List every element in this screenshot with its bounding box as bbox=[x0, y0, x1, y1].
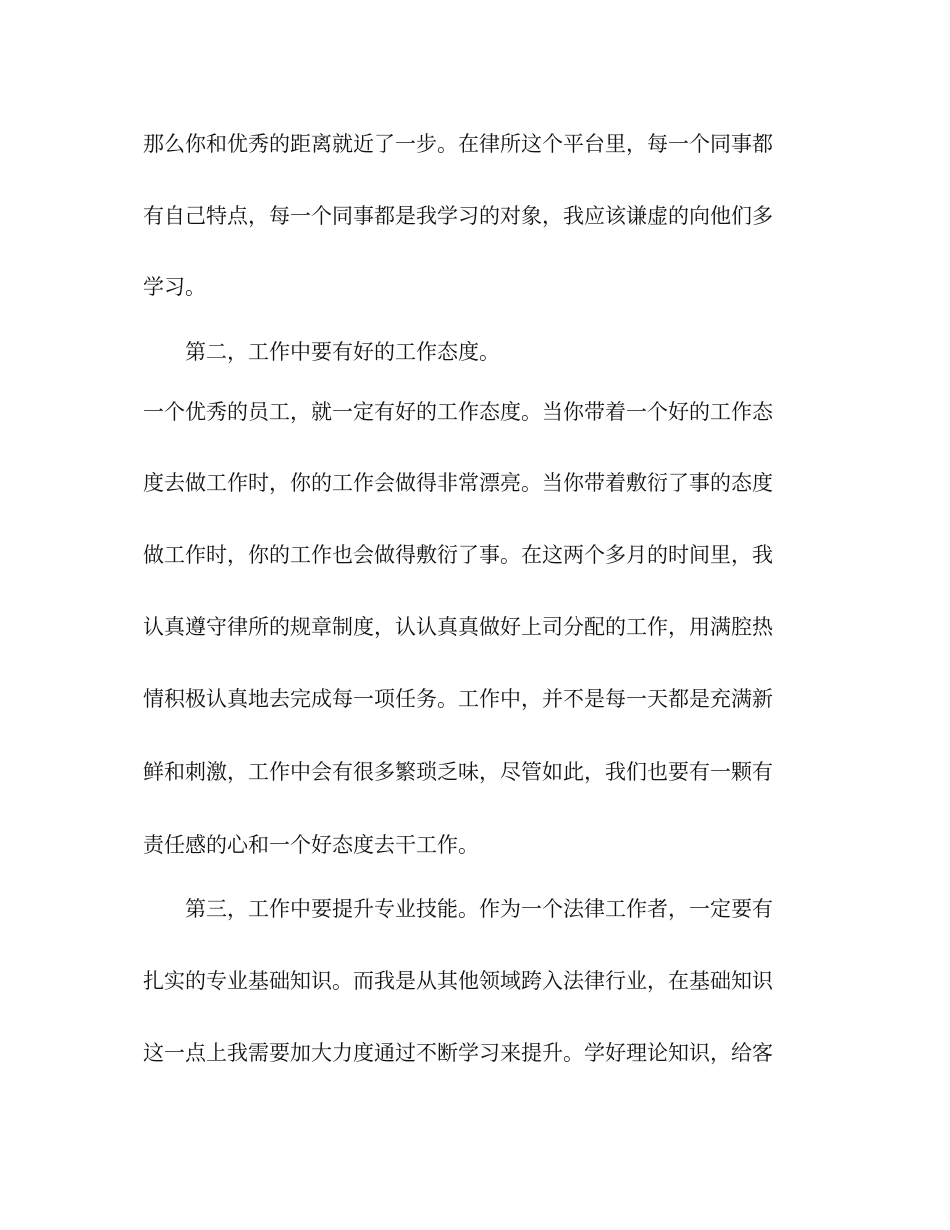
paragraph-line: 责任感的心和一个好态度去干工作。 bbox=[143, 833, 479, 857]
paragraph-line: 认真遵守律所的规章制度，认认真真做好上司分配的工作，用满腔热 bbox=[143, 615, 773, 639]
paragraph-line: 这一点上我需要加大力度通过不断学习来提升。学好理论知识，给客 bbox=[143, 1041, 773, 1065]
paragraph-line: 扎实的专业基础知识。而我是从其他领域跨入法律行业，在基础知识 bbox=[143, 969, 773, 993]
paragraph-line: 学习。 bbox=[143, 275, 206, 299]
paragraph-line: 有自己特点，每一个同事都是我学习的对象，我应该谦虚的向他们多 bbox=[143, 204, 773, 228]
paragraph-line: 那么你和优秀的距离就近了一步。在律所这个平台里，每一个同事都 bbox=[143, 132, 773, 156]
section-heading-line: 第二，工作中要有好的工作态度。 bbox=[185, 340, 500, 364]
paragraph-line: 鲜和刺激，工作中会有很多繁琐乏味，尽管如此，我们也要有一颗有 bbox=[143, 760, 773, 784]
section-heading-line: 第三，工作中要提升专业技能。作为一个法律工作者，一定要有 bbox=[185, 897, 773, 921]
paragraph-line: 情积极认真地去完成每一项任务。工作中，并不是每一天都是充满新 bbox=[143, 687, 773, 711]
paragraph-line: 做工作时，你的工作也会做得敷衍了事。在这两个多月的时间里，我 bbox=[143, 543, 773, 567]
paragraph-line: 一个优秀的员工，就一定有好的工作态度。当你带着一个好的工作态 bbox=[143, 400, 773, 424]
paragraph-line: 度去做工作时，你的工作会做得非常漂亮。当你带着敷衍了事的态度 bbox=[143, 471, 773, 495]
